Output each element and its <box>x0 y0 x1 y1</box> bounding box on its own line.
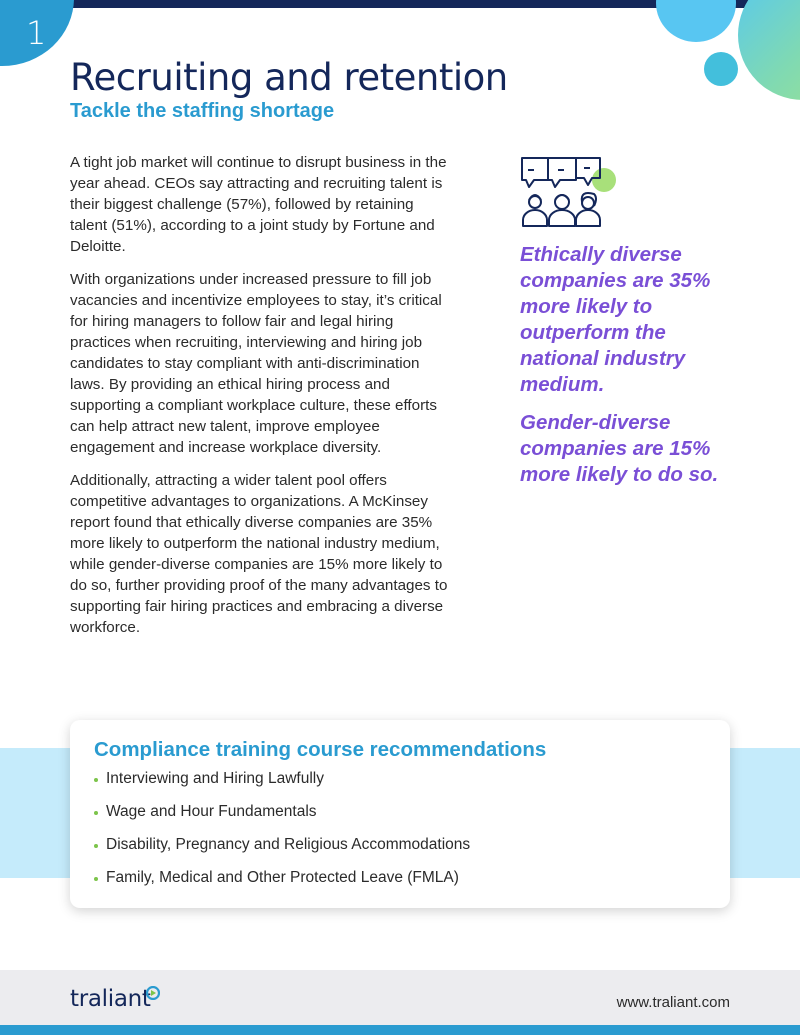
recommendations-title: Compliance training course recommendations <box>94 738 547 761</box>
callout-statement: Gender-diverse companies are 15% more likely to do so. <box>520 411 719 486</box>
page-title: Recruiting and retention <box>70 56 508 99</box>
recommendations-card <box>70 720 730 908</box>
decorative-small-circle <box>704 52 738 86</box>
decorative-circle <box>656 0 736 42</box>
recommendation-item: Wage and Hour Fundamentals <box>94 801 470 834</box>
body-text <box>70 152 450 650</box>
traliant-logo: traliant <box>70 986 151 1012</box>
page-subtitle: Tackle the staffing shortage <box>70 100 335 122</box>
diverse-people-speech-bubbles-icon <box>518 156 622 228</box>
footer-accent-strip <box>0 1025 800 1035</box>
recommendation-item: Interviewing and Hiring Lawfully <box>94 768 470 801</box>
page-number-badge <box>0 0 74 66</box>
decorative-gradient-circle <box>738 0 800 100</box>
body-paragraph: With organizations under increased pressure to fill job vacancies and incentivize employees to stay, it’s critical for hiring managers to follow fair and legal hiring practices when recruiting, interviewing and hiring job candidates to stay compliant with anti-discrimination laws. By providing an ethical hiring process and supporting a compliant workplace culture, these efforts can help attract new talent, improve employee engagement and increase workplace diversity. <box>70 271 442 456</box>
website-link[interactable]: www.traliant.com <box>616 994 730 1011</box>
recommendations-list <box>94 768 470 900</box>
recommendation-item: Disability, Pregnancy and Religious Accommodations <box>94 834 470 867</box>
body-paragraph: Additionally, attracting a wider talent pool offers competitive advantages to organizations. A McKinsey report found that ethically diverse companies are 35% more likely to outperform the national industry medium, while gender-diverse companies are 15% more likely to do so, further providing proof of the many advantages to supporting fair hiring practices and embracing a diverse workforce. <box>70 472 448 636</box>
recommendation-item: Family, Medical and Other Protected Leave (FMLA) <box>94 867 470 900</box>
page-number: 1 <box>26 14 47 52</box>
diversity-callout <box>520 242 740 500</box>
logo-mark-icon <box>146 986 160 1000</box>
body-paragraph: A tight job market will continue to disrupt business in the year ahead. CEOs say attracting and recruiting talent is their biggest challenge (57%), followed by retaining talent (51%), according to a joint study by Fortune and Deloitte. <box>70 154 447 255</box>
callout-statement: Ethically diverse companies are 35% more likely to outperform the national industry medium. <box>520 243 711 396</box>
